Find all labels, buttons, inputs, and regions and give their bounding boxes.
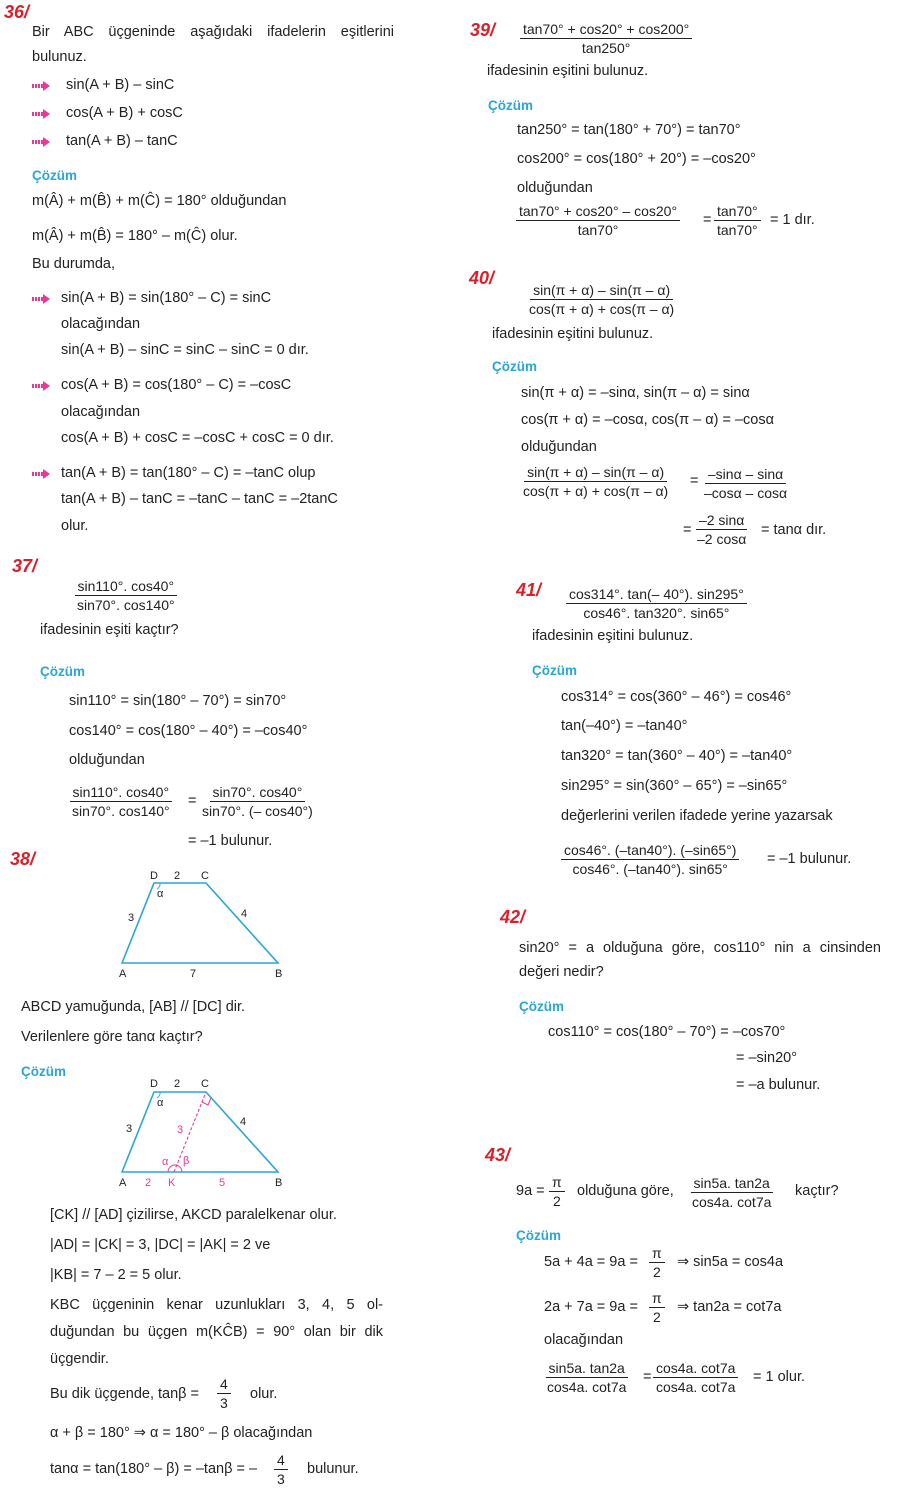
line: cos110° = cos(180° – 70°) = –cos70° [548, 1024, 786, 1040]
numerator: cos46°. (–tan40°). (–sin65°) [561, 842, 739, 860]
line: değerlerini verilen ifadede yerine yazarsak [561, 808, 833, 824]
lhs-fraction [69, 784, 173, 819]
line: cos140° = cos(180° – 40°) = –cos40° [69, 723, 308, 739]
problem-36-intro [32, 24, 394, 40]
line: |AD| = |CK| = 3, |DC| = |AK| = 2 ve [50, 1237, 271, 1253]
denominator: cos4a. cot7a [656, 1379, 736, 1395]
question-part: olduğuna göre, [577, 1183, 674, 1199]
numerator: sin70°. cos40° [210, 784, 306, 802]
angle-alpha-k: α [162, 1156, 169, 1168]
line: tan(A + B) – tanC = –tanC – tanC = –2tanC [61, 491, 338, 507]
item-2: cos(A + B) + cosC [66, 105, 183, 121]
numerator: π [549, 1174, 565, 1192]
angle-alpha: α [157, 1097, 164, 1109]
pink-arrow-icon [32, 469, 50, 479]
line: olur. [61, 518, 89, 534]
cozum-heading: Çözüm [519, 999, 564, 1014]
denominator: 3 [220, 1395, 228, 1411]
pink-arrow-icon [32, 81, 50, 91]
numerator: 4 [274, 1452, 288, 1470]
line: ⇒ sin5a = cos4a [677, 1254, 784, 1270]
side-ad-label: 3 [126, 1123, 133, 1135]
denominator: tan250° [581, 40, 631, 56]
numerator: sin110°. cos40° [70, 784, 173, 802]
vertex-a: A [119, 968, 127, 980]
result: = 1 olur. [753, 1369, 805, 1385]
problem-41-number: 41/ [516, 580, 542, 600]
line: cos(A + B) = cos(180° – C) = –cosC [61, 377, 292, 393]
lhs-fraction [544, 1360, 629, 1395]
question: ifadesinin eşiti kaçtır? [40, 622, 179, 638]
numerator: sin(π + α) – sin(π – α) [524, 464, 667, 482]
numerator: sin5a. tan2a [546, 1360, 628, 1378]
numerator: –sinα – sinα [705, 466, 786, 484]
line: tan320° = tan(360° – 40°) = –tan40° [561, 748, 793, 764]
line: üçgendir. [50, 1351, 109, 1367]
line: olacağından [61, 316, 141, 332]
denominator: tan70° [577, 222, 619, 238]
line: cos(π + α) = –cosα, cos(π – α) = –cosα [521, 412, 774, 428]
problem-42-number: 42/ [500, 907, 526, 927]
pink-arrow-icon [32, 381, 50, 391]
line: m(Â) + m(B̂) + m(Ĉ) = 180° olduğundan [32, 193, 287, 209]
rhs-fraction [199, 784, 316, 819]
line: = –a bulunur. [736, 1077, 821, 1093]
line-justified [50, 1297, 383, 1313]
numerator: 4 [217, 1376, 231, 1394]
lhs-fraction [520, 464, 671, 499]
pi-over-2-fraction [649, 1290, 665, 1325]
line: sin295° = sin(360° – 65°) = –sin65° [561, 778, 788, 794]
problem-39-number: 39/ [470, 20, 496, 40]
denominator: cos46°. tan320°. sin65° [583, 605, 730, 621]
question-justified [519, 940, 881, 956]
line: tanα = tan(180° – β) = –tanβ = – [50, 1461, 258, 1477]
question: ifadesinin eşitini bulunuz. [492, 326, 654, 342]
denominator: –cosα – cosα [704, 485, 788, 501]
line: duğundan bu üçgen m(KĈB) = 90° olan bir dik [50, 1324, 383, 1340]
side-bc-label: 4 [241, 908, 248, 920]
item-1: sin(A + B) – sinC [66, 77, 175, 93]
segment-kb-label: 5 [219, 1177, 226, 1189]
cozum-heading: Çözüm [516, 1228, 561, 1243]
vertex-c: C [201, 870, 209, 882]
side-ck-label: 3 [177, 1124, 184, 1136]
numerator: π [649, 1290, 665, 1308]
fraction [694, 512, 749, 547]
intro-line-2: bulunuz. [32, 49, 87, 65]
line: tan(A + B) = tan(180° – C) = –tanC olup [61, 465, 316, 481]
pink-arrow-icon [32, 294, 50, 304]
line: olduğundan [517, 180, 593, 196]
pink-arrow-icon [32, 137, 50, 147]
equals: = [683, 522, 692, 538]
lhs-fraction [516, 203, 680, 238]
line: sin110° = sin(180° – 70°) = sin70° [69, 693, 287, 709]
question-line-1: sin20° = a olduğuna göre, cos110° nin a cinsinden [519, 940, 881, 956]
denominator: –2 cosα [697, 531, 747, 547]
equals: = [188, 793, 197, 809]
result: = tanα dır. [761, 522, 827, 538]
side-ad-label: 3 [128, 912, 135, 924]
cozum-heading: Çözüm [488, 98, 533, 113]
item-3: tan(A + B) – tanC [66, 133, 178, 149]
expression-fraction [520, 21, 692, 56]
line: m(Â) + m(B̂) = 180° – m(Ĉ) olur. [32, 228, 238, 244]
line: sin(A + B) = sin(180° – C) = sinC [61, 290, 272, 306]
vertex-b: B [275, 968, 283, 980]
line: cos(A + B) + cosC = –cosC + cosC = 0 dır. [61, 430, 334, 446]
line: 2a + 7a = 9a = [544, 1299, 638, 1315]
line: olur. [250, 1386, 278, 1402]
statement-1: ABCD yamuğunda, [AB] // [DC] dir. [21, 999, 246, 1015]
expression-fraction [566, 586, 747, 621]
right-angle-mark [202, 1098, 211, 1105]
numerator: sin5a. tan2a [691, 1175, 773, 1193]
trapezoid-abcd [122, 883, 278, 963]
pink-arrow-icon [32, 109, 50, 119]
line: bulunur. [307, 1461, 359, 1477]
rhs-fraction [701, 466, 790, 501]
denominator: cos46°. (–tan40°). sin65° [572, 861, 728, 877]
equals: = [690, 473, 699, 489]
question: ifadesinin eşitini bulunuz. [532, 628, 694, 644]
numerator: π [649, 1245, 665, 1263]
point-k: K [168, 1177, 176, 1189]
line: [CK] // [AD] çizilirse, AKCD paralelkenar olur. [50, 1207, 337, 1223]
line: olduğundan [521, 439, 597, 455]
denominator: cos4a. cot7a [692, 1194, 772, 1210]
line: sin(A + B) – sinC = sinC – sinC = 0 dır. [61, 342, 309, 358]
denominator: cos(π + α) + cos(π – α) [529, 301, 675, 317]
segment-ak-label: 2 [145, 1177, 152, 1189]
pi-over-2-fraction [649, 1245, 665, 1280]
denominator: tan70° [717, 222, 758, 238]
result: = –1 bulunur. [188, 833, 273, 849]
rhs-fraction [714, 203, 761, 238]
question-line-2: değeri nedir? [519, 964, 604, 980]
line: cos200° = cos(180° + 20°) = –cos20° [517, 151, 756, 167]
question: ifadesinin eşitini bulunuz. [487, 63, 649, 79]
denominator: cos(π + α) + cos(π – α) [523, 483, 669, 499]
cozum-heading: Çözüm [40, 664, 85, 679]
fraction [217, 1376, 231, 1411]
line-justified [50, 1324, 383, 1340]
vertex-b: B [275, 1177, 283, 1189]
line: Bu dik üçgende, tanβ = [50, 1386, 200, 1402]
numerator: sin110°. cos40° [75, 578, 178, 596]
result: = –1 bulunur. [767, 851, 852, 867]
equals: = [643, 1369, 652, 1385]
numerator: cos4a. cot7a [653, 1360, 738, 1378]
line: olduğundan [69, 752, 145, 768]
trapezoid-abcd [122, 1092, 278, 1172]
numerator: tan70° + cos20° – cos20° [516, 203, 680, 221]
problem-40-number: 40/ [469, 268, 495, 288]
problem-38-number: 38/ [10, 849, 36, 869]
vertex-d: D [150, 1078, 158, 1090]
vertex-d: D [150, 870, 158, 882]
expression-fraction [74, 578, 178, 613]
expression-fraction [689, 1175, 774, 1210]
denominator: 2 [552, 1193, 561, 1209]
equals: = [703, 212, 712, 228]
trapezoid-figure [110, 866, 300, 981]
denominator: sin70°. cos140° [77, 597, 175, 613]
problem-43-number: 43/ [485, 1145, 511, 1165]
expression-fraction [526, 282, 677, 317]
result: = 1 dır. [770, 212, 815, 228]
statement-2: Verilenlere göre tanα kaçtır? [21, 1029, 203, 1045]
numerator: cos314°. tan(– 40°). sin295° [566, 586, 747, 604]
line: α + β = 180° ⇒ α = 180° – β olacağından [50, 1425, 313, 1441]
cozum-heading: Çözüm [532, 663, 577, 678]
numerator: sin(π + α) – sin(π – α) [530, 282, 673, 300]
numerator: –2 sinα [696, 512, 747, 530]
side-dc-label: 2 [174, 1078, 181, 1090]
denominator: sin70°. cos140° [72, 803, 170, 819]
problem-37-number: 37/ [12, 556, 38, 576]
fraction [274, 1452, 288, 1487]
cozum-heading: Çözüm [21, 1064, 66, 1079]
line: cos314° = cos(360° – 46°) = cos46° [561, 689, 792, 705]
vertex-a: A [119, 1177, 127, 1189]
pi-over-2-fraction [549, 1174, 565, 1209]
line: = –sin20° [736, 1050, 798, 1066]
side-bc-label: 4 [240, 1116, 247, 1128]
denominator: 3 [277, 1471, 285, 1487]
denominator: 2 [652, 1309, 661, 1325]
line: KBC üçgeninin kenar uzunlukları 3, 4, 5 ol- [50, 1297, 383, 1313]
line: tan(–40°) = –tan40° [561, 718, 688, 734]
intro-line-1: Bir ABC üçgeninde aşağıdaki ifadelerin eşitlerini [32, 24, 394, 40]
angle-alpha: α [157, 888, 164, 900]
denominator: cos4a. cot7a [547, 1379, 627, 1395]
question-part: 9a = [516, 1183, 545, 1199]
denominator: sin70°. (– cos40°) [202, 803, 313, 819]
problem-36-number: 36/ [4, 2, 30, 22]
question-part: kaçtır? [795, 1183, 839, 1199]
line: olacağından [61, 404, 141, 420]
denominator: 2 [652, 1264, 661, 1280]
numerator: tan70° + cos20° + cos200° [520, 21, 692, 39]
side-dc-label: 2 [174, 870, 181, 882]
trapezoid-solution-figure [110, 1073, 300, 1191]
cozum-heading: Çözüm [32, 168, 77, 183]
vertex-c: C [201, 1078, 209, 1090]
angle-beta: β [183, 1155, 190, 1167]
cozum-heading: Çözüm [492, 359, 537, 374]
line: 5a + 4a = 9a = [544, 1254, 638, 1270]
line: sin(π + α) = –sinα, sin(π – α) = sinα [521, 385, 750, 401]
line: ⇒ tan2a = cot7a [677, 1299, 782, 1315]
line: tan250° = tan(180° + 70°) = tan70° [517, 122, 741, 138]
rhs-fraction [653, 1360, 738, 1395]
numerator: tan70° [714, 203, 761, 221]
line: Bu durumda, [32, 256, 116, 272]
line: olacağından [544, 1332, 624, 1348]
side-ab-label: 7 [190, 968, 197, 980]
line: |KB| = 7 – 2 = 5 olur. [50, 1267, 182, 1283]
result-fraction [561, 842, 739, 877]
